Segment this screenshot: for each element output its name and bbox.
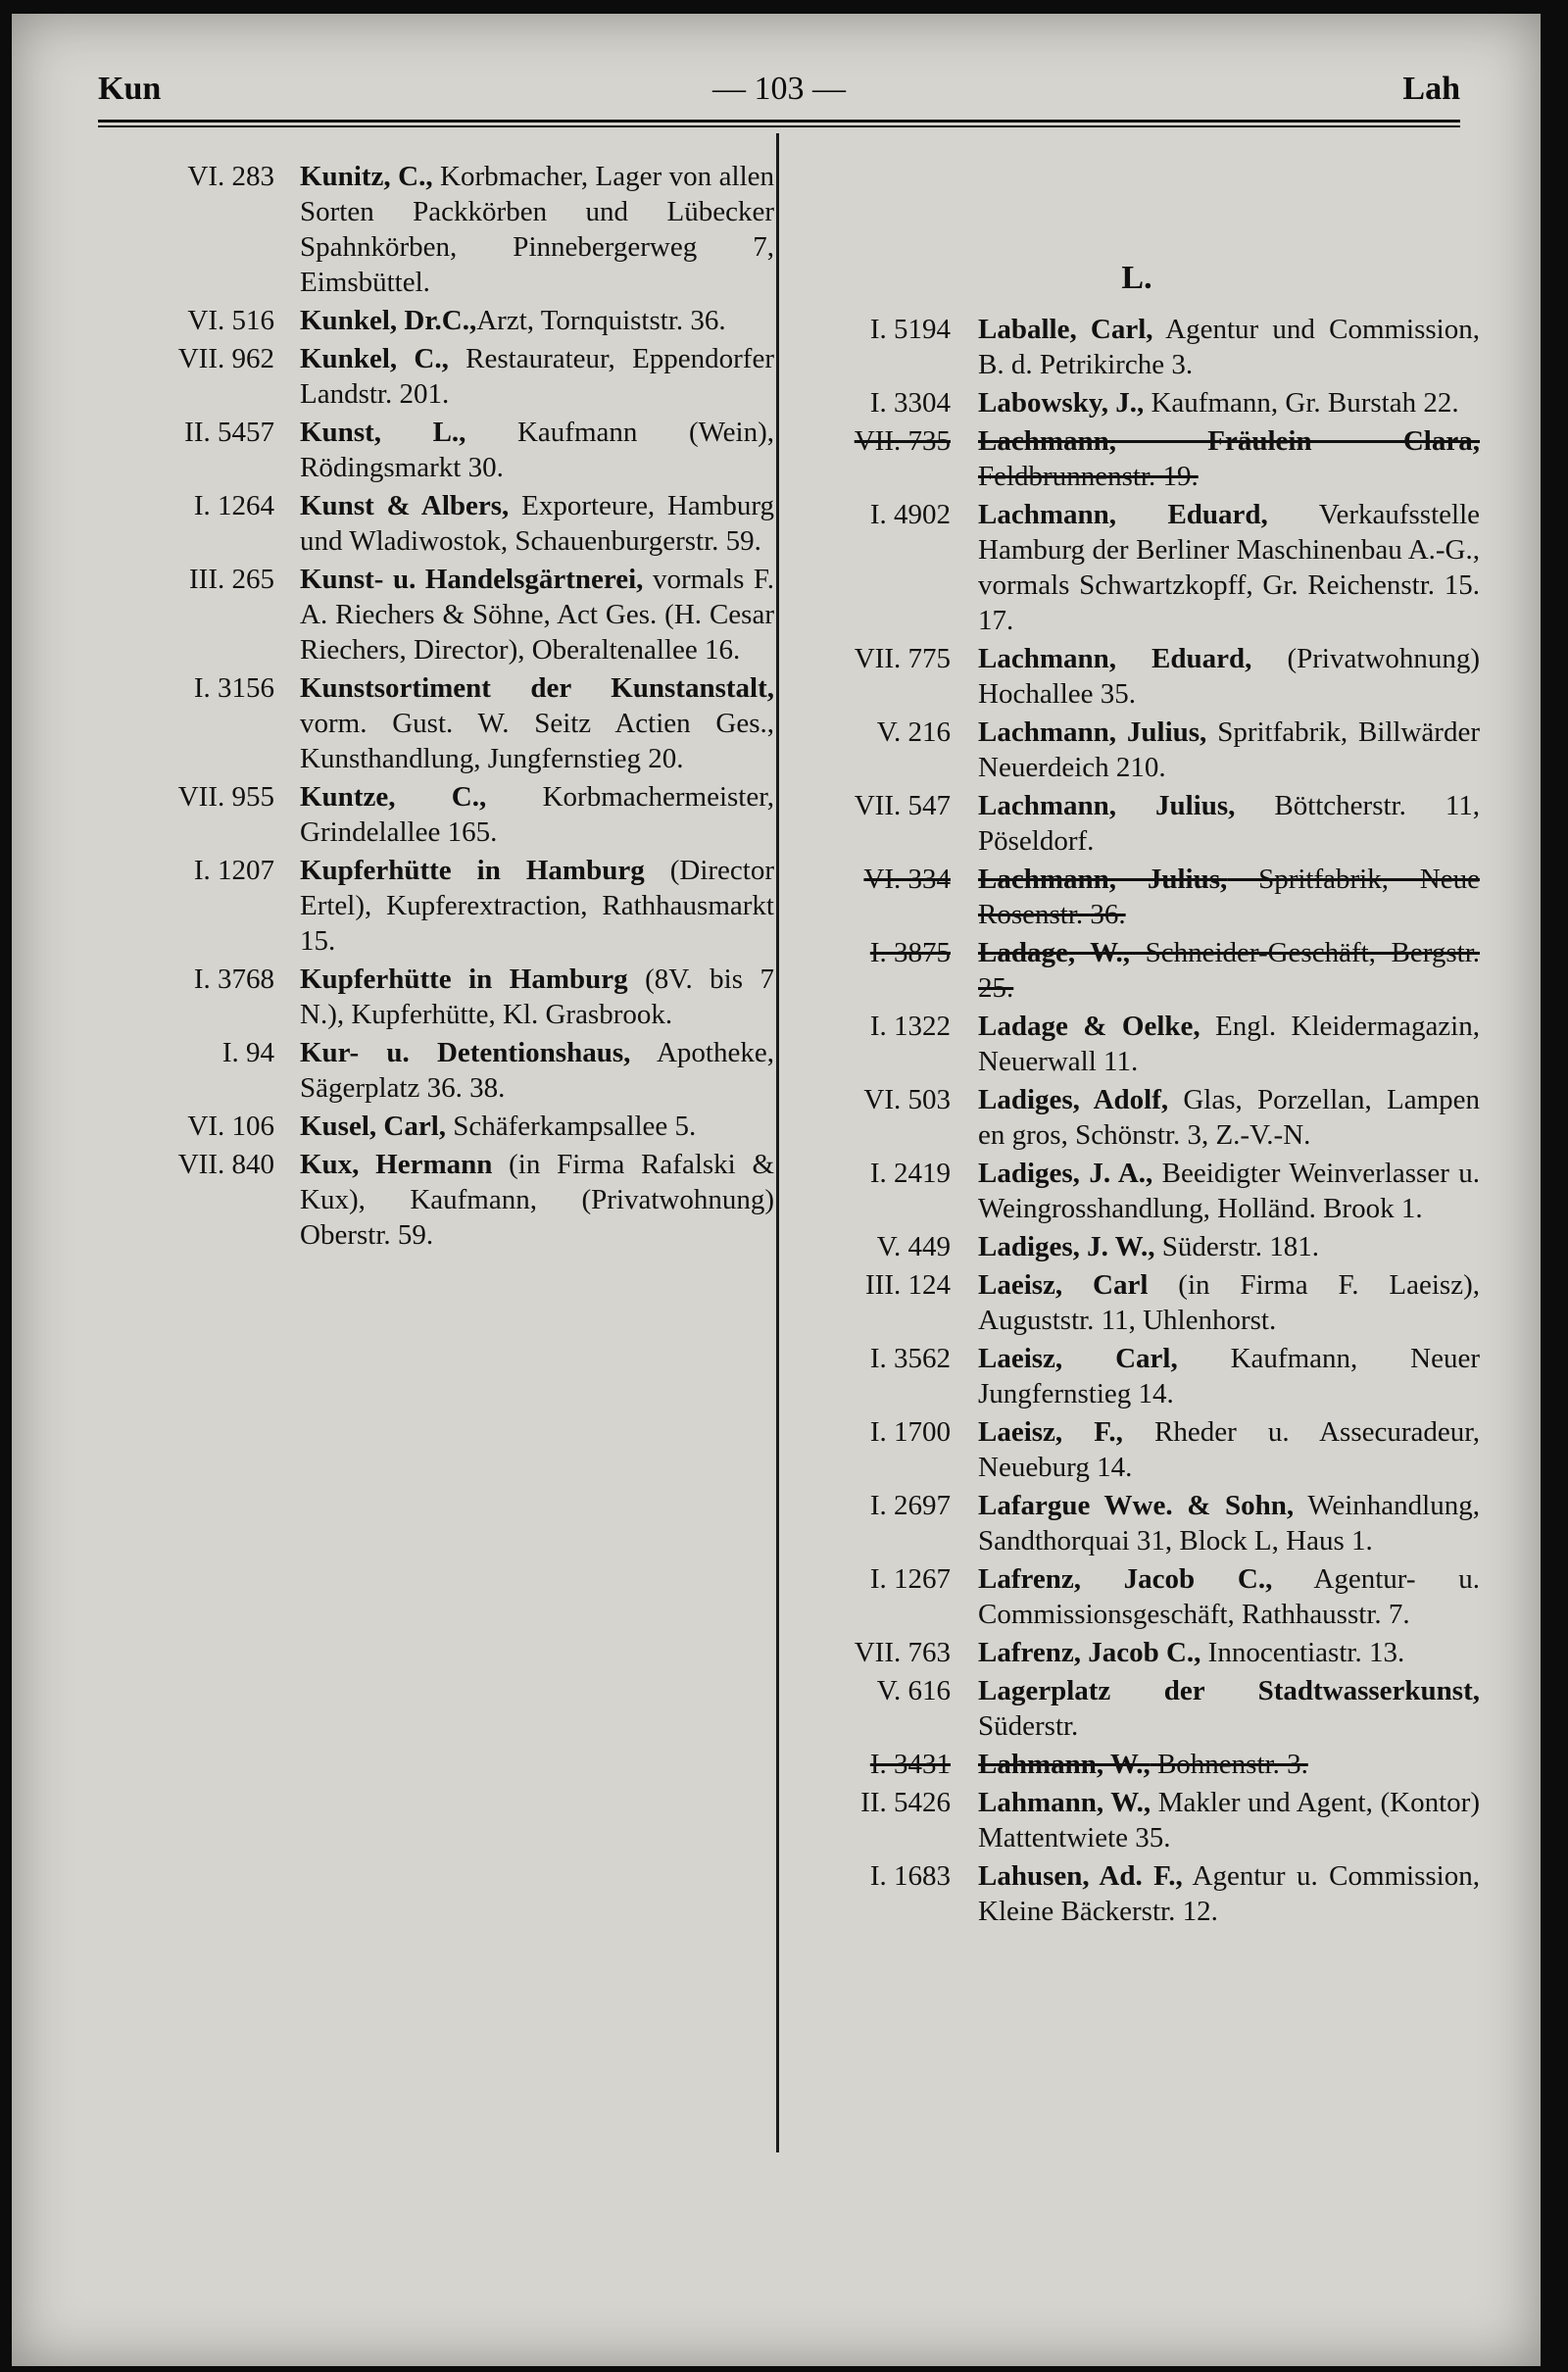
entry-name: Ladiges, J. W., — [978, 1231, 1155, 1262]
directory-entry — [794, 385, 1480, 420]
entry-number: II. 5426 — [860, 1787, 951, 1818]
entry-number: I. 3431 — [869, 1749, 951, 1780]
directory-entry — [98, 341, 774, 412]
column-divider — [776, 133, 779, 2152]
entry-text — [978, 1414, 1480, 1485]
directory-entry — [794, 1414, 1480, 1485]
entry-text — [978, 788, 1480, 859]
entry-name: Kur- u. Detentionshaus, — [300, 1037, 631, 1068]
entry-number: VI. 283 — [187, 161, 274, 192]
directory-entry — [98, 159, 774, 300]
entry-text — [300, 962, 774, 1032]
entry-number: VII. 763 — [854, 1637, 951, 1668]
entry-details: Schneider-Geschäft, Bergstr. 25. — [978, 937, 1480, 1004]
entry-details: Kaufmann, Gr. Burstah 22. — [1144, 387, 1459, 419]
header-left-keyword: Kun — [98, 71, 162, 107]
entry-text — [300, 303, 774, 338]
entry-details: Süderstr. 181. — [1154, 1231, 1320, 1262]
entry-details: Böttcherstr. 11, Pöseldorf. — [978, 790, 1480, 857]
directory-entry — [794, 1488, 1480, 1558]
entry-name: Ladage, W., — [978, 937, 1130, 968]
entry-text — [978, 1747, 1480, 1782]
directory-entry — [98, 1147, 774, 1253]
entry-name: Labowsky, J., — [978, 387, 1145, 419]
entry-text — [978, 1341, 1480, 1411]
right-column — [794, 159, 1480, 1932]
entry-name: Kunkel, Dr.C., — [300, 305, 477, 336]
directory-entry — [794, 1635, 1480, 1670]
directory-entry — [794, 1267, 1480, 1338]
entry-number: II. 5457 — [184, 417, 274, 448]
entry-number: VI. 516 — [187, 305, 274, 336]
entry-text — [978, 1673, 1480, 1744]
directory-entry — [794, 1341, 1480, 1411]
entry-text — [300, 779, 774, 850]
entry-details: Weinhandlung, Sandthorquai 31, Block L, Haus 1. — [978, 1490, 1480, 1557]
directory-entry — [794, 1082, 1480, 1153]
directory-entry — [794, 1561, 1480, 1632]
entry-number: I. 2419 — [869, 1158, 951, 1189]
entry-name: Kunstsortiment der Kunstanstalt, — [300, 672, 774, 704]
entry-text — [978, 497, 1480, 638]
page-number: — 103 — — [712, 71, 846, 107]
entry-details: Süderstr. — [978, 1710, 1079, 1742]
entry-number: I. 1207 — [193, 855, 274, 886]
section-letter: L. — [1121, 260, 1152, 296]
entry-name: Lagerplatz der Stadtwasserkunst, — [978, 1675, 1480, 1706]
entry-text — [300, 562, 774, 667]
entry-number: I. 1264 — [193, 490, 274, 521]
entry-name: Lachmann, Julius, — [978, 864, 1228, 895]
entry-name: Lachmann, Julius, — [978, 717, 1207, 748]
entry-number: I. 1700 — [869, 1416, 951, 1448]
entry-name: Lachmann, Fräulein Clara, — [978, 425, 1480, 457]
entry-name: Lahmann, W., — [978, 1787, 1152, 1818]
entry-number: VI. 503 — [863, 1084, 951, 1115]
entry-number: I. 94 — [221, 1037, 274, 1068]
entry-number: VII. 775 — [854, 643, 951, 674]
directory-entry — [98, 962, 774, 1032]
entry-text — [978, 385, 1480, 420]
entry-text — [300, 488, 774, 559]
directory-entry — [794, 423, 1480, 494]
directory-entry — [794, 1858, 1480, 1929]
entry-number: I. 3304 — [869, 387, 951, 419]
entry-number: VII. 547 — [854, 790, 951, 821]
entry-details: Spritfabrik, Neue Rosenstr. 36. — [978, 864, 1480, 930]
entry-text — [978, 312, 1480, 382]
entry-text — [978, 1082, 1480, 1153]
entry-details: Kaufmann, Neuer Jungfernstieg 14. — [978, 1343, 1480, 1409]
directory-entry — [98, 1109, 774, 1144]
header-rule-thin — [98, 125, 1460, 127]
directory-entry — [794, 935, 1480, 1006]
entry-name: Lafrenz, Jacob C., — [978, 1637, 1201, 1668]
entry-details: Engl. Kleidermagazin, Neuerwall 11. — [978, 1011, 1480, 1077]
entry-number: III. 124 — [865, 1269, 951, 1301]
entry-details: vormals F. A. Riechers & Söhne, Act Ges. (H. Cesar Riechers, Director), Oberaltenallee 16. — [300, 564, 774, 666]
entry-number: I. 5194 — [869, 314, 951, 345]
directory-entry — [794, 715, 1480, 785]
entry-text — [978, 1156, 1480, 1226]
entry-name: Lahmann, W., — [978, 1749, 1151, 1780]
entry-text — [300, 1109, 774, 1144]
entry-name: Kusel, Carl, — [300, 1111, 447, 1142]
entry-number: VI. 334 — [863, 864, 951, 895]
entry-name: Laeisz, Carl — [978, 1269, 1149, 1301]
entry-details: Schäferkampsallee 5. — [446, 1111, 697, 1142]
entry-details: Rheder u. Assecuradeur, Neueburg 14. — [978, 1416, 1481, 1483]
entry-details: Spritfabrik, Billwärder Neuerdeich 210. — [978, 717, 1480, 783]
entry-details: (in Firma Rafalski & Kux), Kaufmann, (Privatwohnung) Oberstr. 59. — [300, 1149, 775, 1251]
entry-details: Beeidigter Weinverlasser u. Weingrosshandlung, Holländ. Brook 1. — [978, 1158, 1480, 1224]
directory-entry — [794, 312, 1480, 382]
entry-details: Verkaufsstelle Hamburg der Berliner Maschinenbau A.-G., vormals Schwartzkopff, Gr. Reichenstr. 15. 17. — [978, 499, 1481, 636]
entry-details: Apotheke, Sägerplatz 36. 38. — [300, 1037, 774, 1104]
entry-text — [978, 1858, 1480, 1929]
entry-name: Lafargue Wwe. & Sohn, — [978, 1490, 1295, 1521]
entry-name: Lafrenz, Jacob C., — [978, 1563, 1273, 1595]
entry-number: I. 2697 — [869, 1490, 951, 1521]
entry-text — [300, 1035, 774, 1106]
directory-entry — [98, 303, 774, 338]
directory-entry — [794, 788, 1480, 859]
entry-number: VI. 106 — [187, 1111, 274, 1142]
entry-name: Ladiges, J. A., — [978, 1158, 1153, 1189]
directory-entry — [794, 1156, 1480, 1226]
directory-entry — [794, 1747, 1480, 1782]
entry-details: Innocentiastr. 13. — [1200, 1637, 1405, 1668]
entry-text — [978, 423, 1480, 494]
entry-name: Kunitz, C., — [300, 161, 433, 192]
entry-number: VII. 840 — [177, 1149, 274, 1180]
directory-entry — [98, 415, 774, 485]
entry-details: Korbmachermeister, Grindelallee 165. — [300, 781, 774, 848]
entry-details: Agentur- u. Commissionsgeschäft, Rathhausstr. 7. — [978, 1563, 1480, 1630]
entry-text — [978, 1561, 1480, 1632]
entry-number: I. 1322 — [869, 1011, 951, 1042]
entry-details: Exporteure, Hamburg und Wladiwostok, Schauenburgerstr. 59. — [300, 490, 774, 557]
entry-number: V. 616 — [876, 1675, 951, 1706]
entry-name: Ladiges, Adolf, — [978, 1084, 1169, 1115]
entry-number: V. 216 — [876, 717, 951, 748]
entry-text — [978, 862, 1480, 932]
entry-text — [978, 1009, 1480, 1079]
directory-entry — [794, 497, 1480, 638]
entry-name: Laeisz, F., — [978, 1416, 1123, 1448]
entry-details: Kaufmann (Wein), Rödingsmarkt 30. — [300, 417, 774, 483]
entry-text — [300, 853, 774, 959]
page-header — [98, 71, 1460, 120]
entry-details: Bohnenstr. 3. — [1150, 1749, 1308, 1780]
entry-name: Kunst, L., — [300, 417, 466, 448]
entry-text — [300, 1147, 774, 1253]
entry-details: Makler und Agent, (Kontor) Mattentwiete 35. — [978, 1787, 1480, 1853]
entry-details: Glas, Porzellan, Lampen en gros, Schönstr. 3, Z.-V.-N. — [978, 1084, 1480, 1151]
entry-name: Kunkel, C., — [300, 343, 449, 374]
entry-name: Ladage & Oelke, — [978, 1011, 1200, 1042]
entry-number: I. 3156 — [193, 672, 274, 704]
entry-name: Lahusen, Ad. F., — [978, 1860, 1183, 1892]
entry-details: Feldbrunnenstr. 19. — [978, 461, 1199, 492]
directory-entry — [794, 1229, 1480, 1264]
entry-number: III. 265 — [189, 564, 274, 595]
entry-name: Kunst- u. Handelsgärtnerei, — [300, 564, 644, 595]
entry-text — [300, 415, 774, 485]
entry-number: V. 449 — [876, 1231, 951, 1262]
entry-details: Restaurateur, Eppendorfer Landstr. 201. — [300, 343, 774, 410]
entry-text — [300, 341, 774, 412]
entry-name: Kupferhütte in Hamburg — [300, 964, 628, 995]
entry-number: I. 1683 — [869, 1860, 951, 1892]
entry-details: (Director Ertel), Kupferextraction, Rathhausmarkt 15. — [300, 855, 775, 957]
entry-text — [978, 641, 1480, 712]
entry-text — [978, 1635, 1480, 1670]
header-right-keyword: Lah — [1402, 71, 1460, 107]
directory-entry — [98, 779, 774, 850]
entry-text — [300, 159, 774, 300]
right-entries — [794, 312, 1480, 1929]
entry-text — [978, 1229, 1480, 1264]
entry-number: I. 3768 — [193, 964, 274, 995]
directory-entry — [98, 562, 774, 667]
entry-number: I. 3875 — [869, 937, 951, 968]
directory-entry — [98, 670, 774, 776]
entry-name: Lachmann, Eduard, — [978, 643, 1252, 674]
entry-name: Kunst & Albers, — [300, 490, 510, 521]
directory-entry — [98, 1035, 774, 1106]
entry-details: Agentur u. Commission, Kleine Bäckerstr. 12. — [978, 1860, 1480, 1927]
entry-details: Arzt, Tornquiststr. 36. — [476, 305, 726, 336]
entry-text — [978, 715, 1480, 785]
entry-number: I. 1267 — [869, 1563, 951, 1595]
directory-entry — [98, 853, 774, 959]
entry-details: (Privatwohnung) Hochallee 35. — [978, 643, 1481, 710]
directory-entry — [794, 641, 1480, 712]
entry-number: VII. 962 — [177, 343, 274, 374]
entry-name: Kuntze, C., — [300, 781, 487, 813]
entry-text — [978, 935, 1480, 1006]
entry-text — [978, 1785, 1480, 1855]
entry-details: vorm. Gust. W. Seitz Actien Ges., Kunsthandlung, Jungfernstieg 20. — [300, 708, 774, 774]
entry-name: Laeisz, Carl, — [978, 1343, 1178, 1374]
directory-entry — [794, 862, 1480, 932]
directory-entry — [794, 1785, 1480, 1855]
entry-details: (in Firma F. Laeisz), Auguststr. 11, Uhlenhorst. — [978, 1269, 1480, 1336]
entry-number: VII. 735 — [854, 425, 951, 457]
entry-name: Lachmann, Eduard, — [978, 499, 1268, 530]
directory-entry — [794, 1673, 1480, 1744]
entry-text — [978, 1267, 1480, 1338]
entry-name: Kux, Hermann — [300, 1149, 493, 1180]
directory-entry — [794, 1009, 1480, 1079]
entry-text — [978, 1488, 1480, 1558]
entry-number: I. 4902 — [869, 499, 951, 530]
entry-name: Lachmann, Julius, — [978, 790, 1236, 821]
entry-details: (8V. bis 7 N.), Kupferhütte, Kl. Grasbrook. — [300, 964, 774, 1030]
entry-name: Kupferhütte in Hamburg — [300, 855, 645, 886]
entry-text — [300, 670, 774, 776]
entry-details: Korbmacher, Lager von allen Sorten Packkörben und Lübecker Spahnkörben, Pinnebergerweg 7, Eimsbüttel. — [300, 161, 774, 298]
entry-name: Laballe, Carl, — [978, 314, 1153, 345]
entry-number: VII. 955 — [177, 781, 274, 813]
directory-entry — [98, 488, 774, 559]
entry-number: I. 3562 — [869, 1343, 951, 1374]
left-column — [98, 159, 774, 1256]
header-rule — [98, 120, 1460, 123]
entry-details: Agentur und Commission, B. d. Petrikirche 3. — [978, 314, 1480, 380]
